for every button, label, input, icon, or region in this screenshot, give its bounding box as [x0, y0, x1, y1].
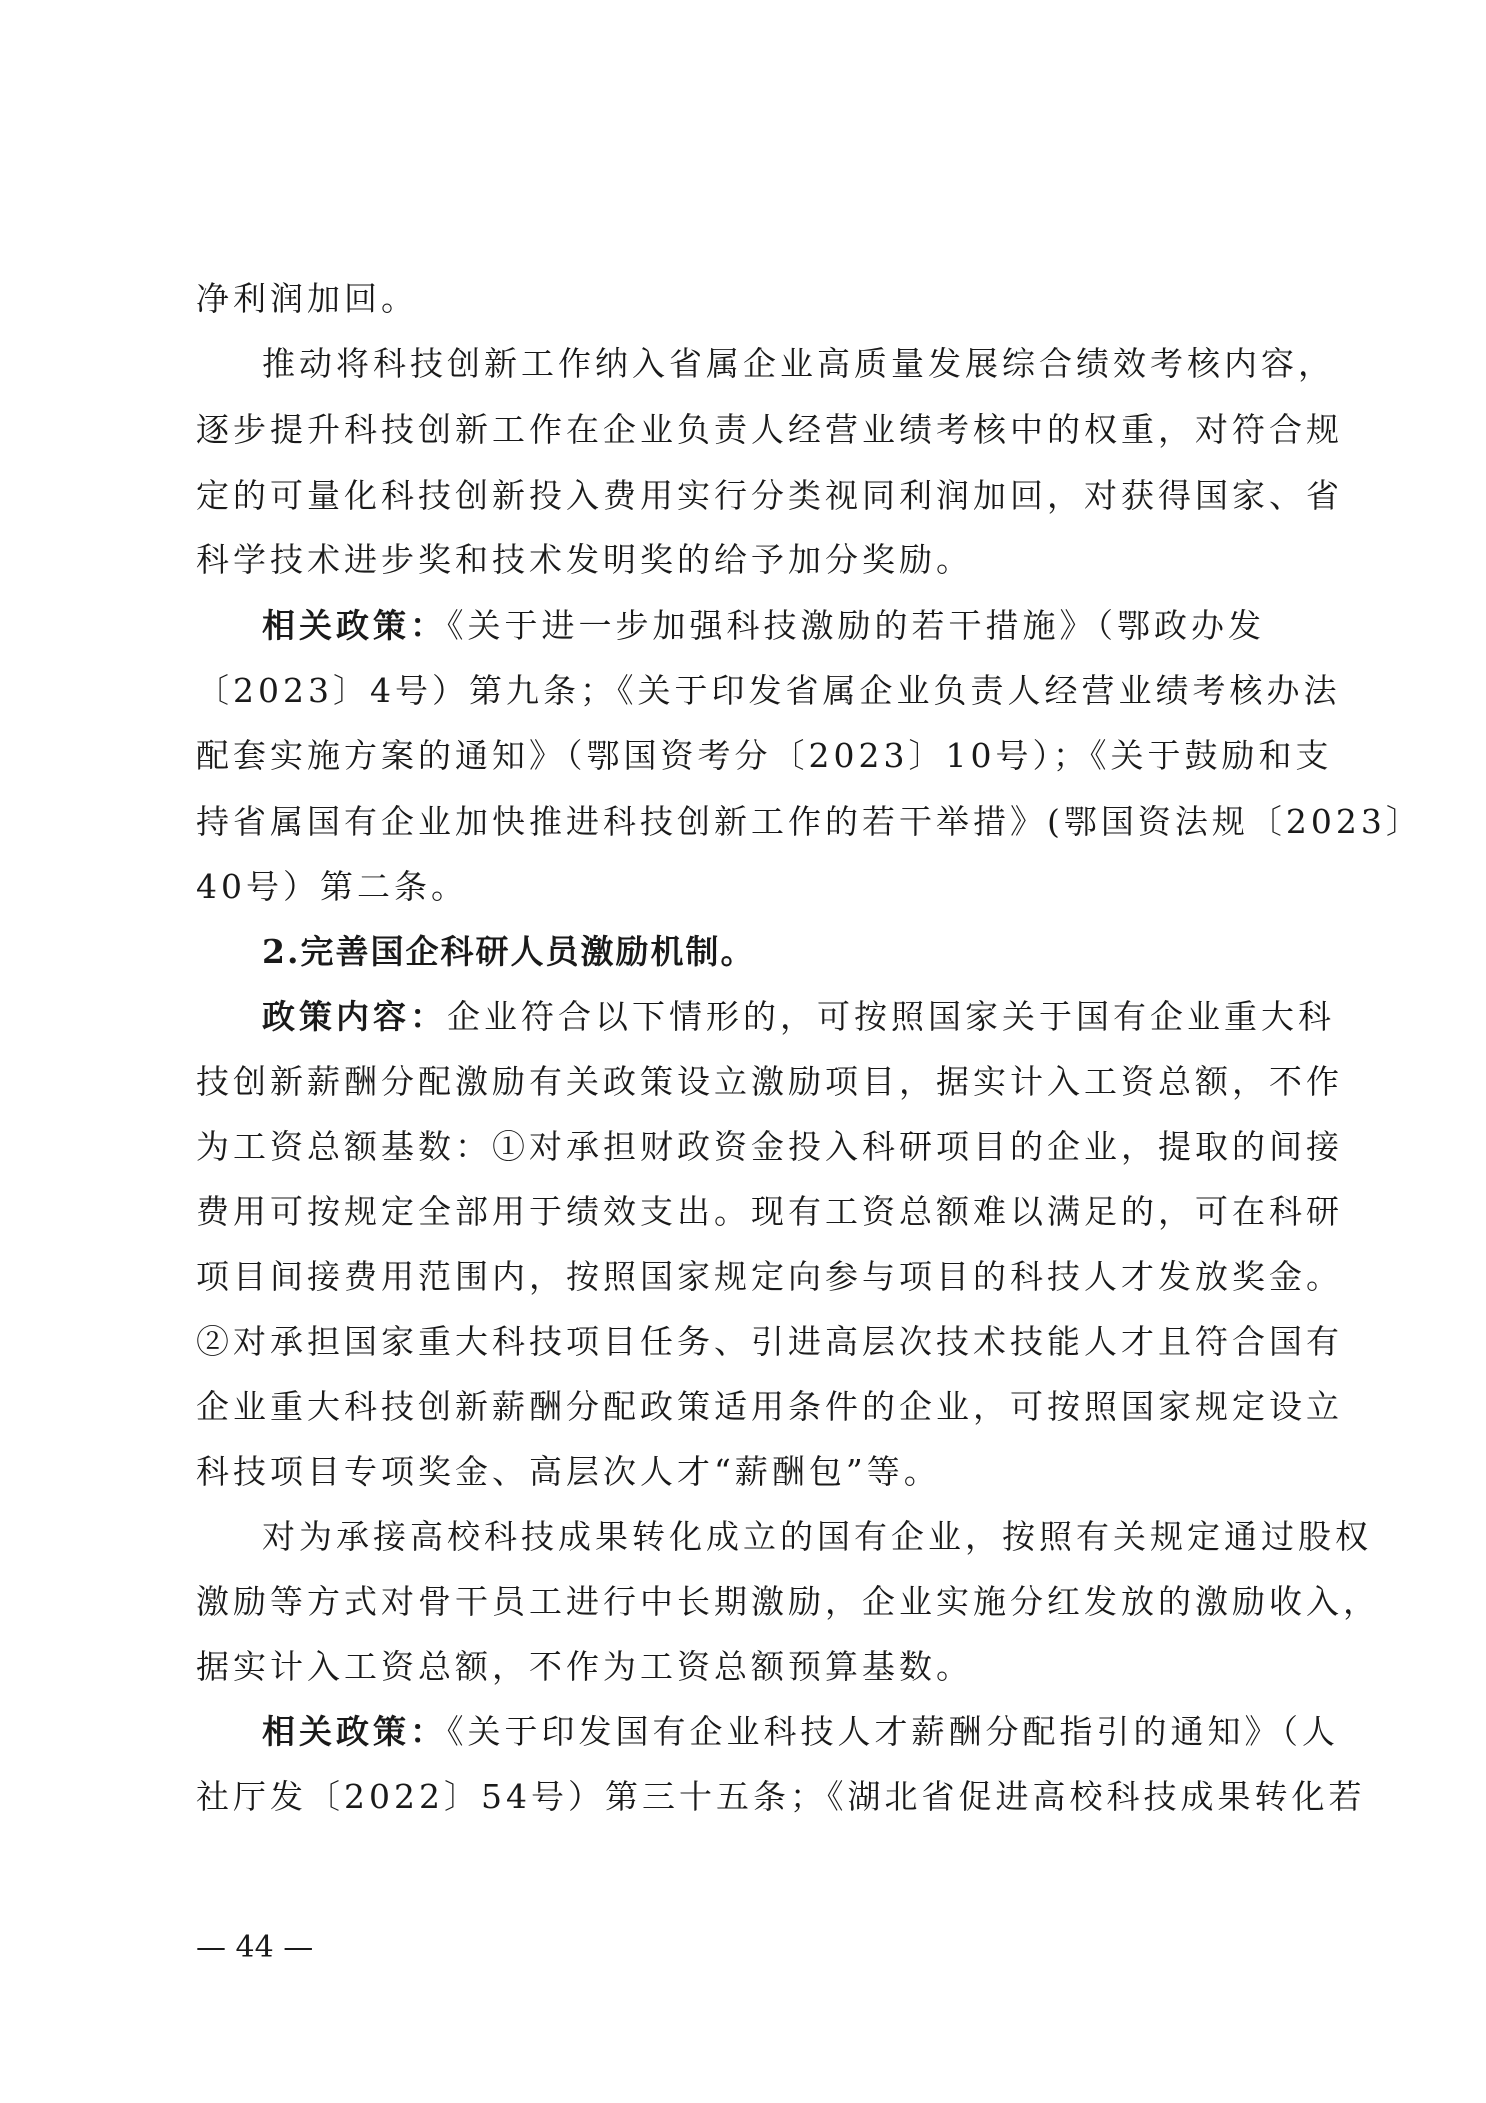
paragraph-line: 政策内容：企业符合以下情形的，可按照国家关于国有企业重大科 [262, 997, 1335, 1036]
paragraph-line: 对为承接高校科技成果转化成立的国有企业，按照有关规定通过股权 [262, 1517, 1372, 1556]
paragraph-line: 费用可按规定全部用于绩效支出。现有工资总额难以满足的，可在科研 [196, 1192, 1343, 1231]
paragraph-line: ②对承担国家重大科技项目任务、引进高层次技术技能人才且符合国有 [196, 1322, 1343, 1361]
paragraph-line: 激励等方式对骨干员工进行中长期激励，企业实施分红发放的激励收入， [196, 1582, 1380, 1621]
paragraph-line: 持省属国有企业加快推进科技创新工作的若干举措》(鄂国资法规〔2023〕 [196, 802, 1423, 841]
page-number: — 44 — [196, 1930, 314, 1965]
paragraph-line: 相关政策：《关于进一步加强科技激励的若干措施》（鄂政办发 [262, 606, 1265, 645]
related-policy-label: 相关政策： [262, 606, 447, 645]
paragraph-line: 项目间接费用范围内，按照国家规定向参与项目的科技人才发放奖金。 [196, 1257, 1343, 1296]
paragraph-line: 社厅发〔2022〕54号）第三十五条；《湖北省促进高校科技成果转化若 [196, 1777, 1366, 1816]
paragraph-line: 企业重大科技创新薪酬分配政策适用条件的企业，可按照国家规定设立 [196, 1387, 1343, 1426]
related-policy-label: 相关政策： [262, 1712, 447, 1751]
section-heading: 2.完善国企科研人员激励机制。 [262, 932, 756, 971]
paragraph-line: 科学技术进步奖和技术发明奖的给予加分奖励。 [196, 540, 973, 579]
paragraph-line: 定的可量化科技创新投入费用实行分类视同利润加回，对获得国家、省 [196, 476, 1343, 515]
paragraph-line: 配套实施方案的通知》（鄂国资考分〔2023〕10号）；《关于鼓励和支 [196, 736, 1333, 775]
paragraph-line: 逐步提升科技创新工作在企业负责人经营业绩考核中的权重，对符合规 [196, 410, 1343, 449]
paragraph-line: 〔2023〕4号）第九条；《关于印发省属企业负责人经营业绩考核办法 [196, 671, 1341, 710]
paragraph-line: 推动将科技创新工作纳入省属企业高质量发展综合绩效考核内容， [262, 344, 1335, 383]
paragraph-line: 相关政策：《关于印发国有企业科技人才薪酬分配指引的通知》（人 [262, 1712, 1339, 1751]
policy-content-label: 政策内容： [262, 997, 447, 1036]
paragraph-line: 科技项目专项奖金、高层次人才“薪酬包”等。 [196, 1452, 941, 1491]
paragraph-line: 技创新薪酬分配激励有关政策设立激励项目，据实计入工资总额，不作 [196, 1062, 1343, 1101]
paragraph-line: 净利润加回。 [196, 279, 418, 318]
paragraph-line: 据实计入工资总额，不作为工资总额预算基数。 [196, 1647, 973, 1686]
paragraph-line: 为工资总额基数：①对承担财政资金投入科研项目的企业，提取的间接 [196, 1127, 1343, 1166]
paragraph-line: 40号）第二条。 [196, 867, 468, 906]
